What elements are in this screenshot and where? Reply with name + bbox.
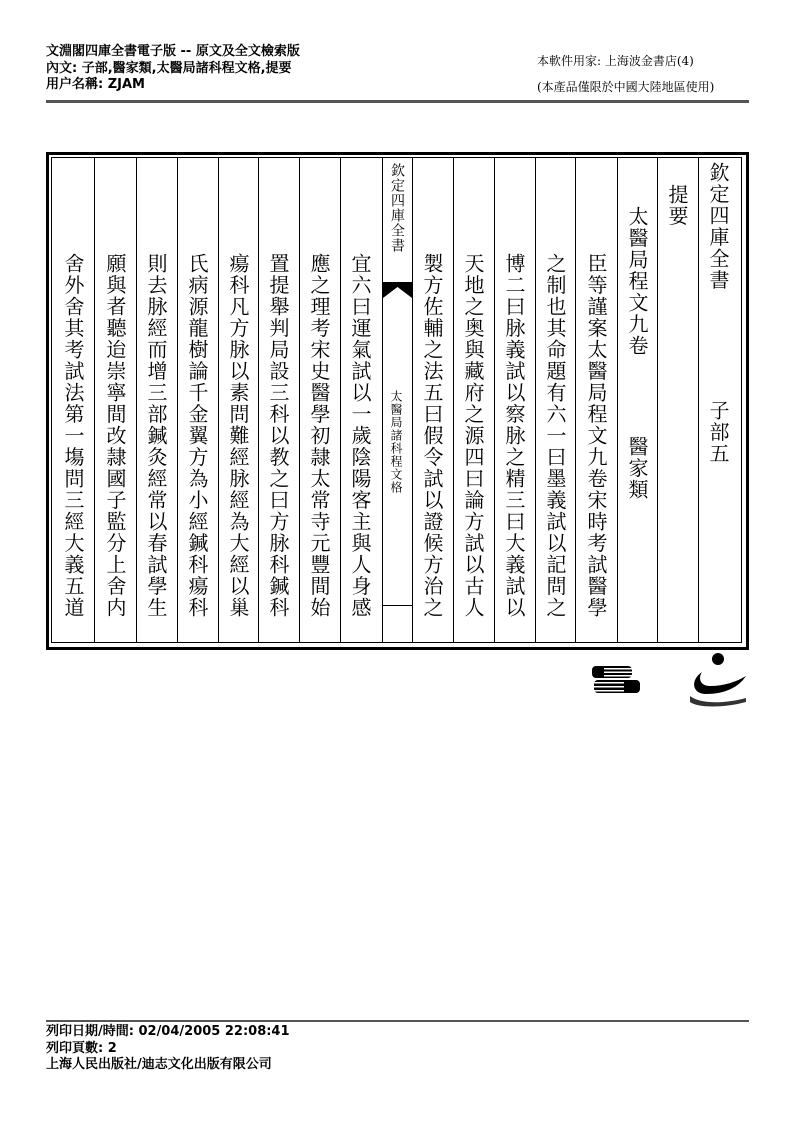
- center-strip-title: 欽定四庫全書: [389, 163, 405, 253]
- text-column: 氏病源龍樹論千金翼方為小經鍼科瘍科: [185, 253, 209, 619]
- column-divider: [453, 158, 454, 642]
- publisher-credit: 上海人民出版社/迪志文化出版有限公司: [46, 1057, 272, 1072]
- column-divider: [382, 158, 383, 642]
- category-label: 醫家類: [625, 436, 649, 501]
- text-column: 置提舉判局設三科以教之曰方脉科鍼科: [266, 253, 290, 619]
- column-divider: [575, 158, 576, 642]
- print-datetime: 列印日期/時間: 02/04/2005 22:08:41: [46, 1024, 290, 1039]
- header-username: 用户名稱: ZJAM: [46, 77, 145, 92]
- header-region-notice: (本產品僅限於中國大陸地區使用): [537, 80, 715, 94]
- book-title: 太醫局程文九卷: [625, 206, 649, 357]
- header-info: [46, 44, 300, 94]
- column-divider: [340, 158, 341, 642]
- column-divider: [136, 158, 137, 642]
- section-label: 子部五: [706, 400, 730, 465]
- header-licensee: 本軟件用家: 上海波金書店(4): [537, 54, 694, 68]
- column-divider: [698, 158, 699, 642]
- column-divider: [412, 158, 413, 642]
- text-column: 瘍科凡方脉以素問難經脉經為大經以巢: [226, 253, 250, 619]
- text-column: 天地之奥與藏府之源四曰論方試以古人: [461, 253, 485, 619]
- text-column: 舍外舍其考試法第一塲問三經大義五道: [61, 253, 85, 619]
- header-title: 文淵閣四庫全書電子版 -- 原文及全文檢索版: [46, 44, 300, 59]
- text-column: 應之理考宋史醫學初隷太常寺元豐間始: [307, 253, 331, 619]
- header-divider: [46, 100, 749, 103]
- column-divider: [258, 158, 259, 642]
- footer-info: [46, 1024, 290, 1074]
- column-divider: [94, 158, 95, 642]
- column-divider: [494, 158, 495, 642]
- column-divider: [177, 158, 178, 642]
- tiyao-heading: 提要: [665, 184, 689, 227]
- column-divider: [299, 158, 300, 642]
- text-column: 製方佐輔之法五曰假令試以證候方治之: [420, 253, 444, 619]
- text-column: 宜六曰運氣試以一歲陰陽客主與人身感: [348, 253, 372, 619]
- column-divider: [617, 158, 618, 642]
- text-column: 之制也其命題有六一曰墨義試以記問之: [543, 253, 567, 619]
- publisher-book-logo-icon: [592, 662, 652, 698]
- text-column: 願與者聽迨崇寧間改隷國子監分上舍内: [103, 253, 127, 619]
- text-column: 博二曰脉義試以察脉之精三曰大義試以: [502, 253, 526, 619]
- collection-title: 欽定四庫全書: [706, 162, 730, 291]
- center-strip-book-title: 太醫局諸科程文格: [389, 390, 403, 494]
- fishtail-mark-icon: [383, 282, 412, 298]
- footer-divider: [46, 1020, 749, 1022]
- column-divider: [535, 158, 536, 642]
- print-page-count: 列印頁數: 2: [46, 1040, 117, 1056]
- header-content-path: 內文: 子部,醫家類,太醫局諸科程文格,提要: [46, 60, 292, 76]
- column-divider: [218, 158, 219, 642]
- text-column: 臣等謹案太醫局程文九卷宋時考試醫學: [584, 253, 608, 619]
- center-strip-divider: [383, 605, 412, 606]
- column-divider: [657, 158, 658, 642]
- publisher-emblem-logo-icon: [684, 652, 750, 707]
- text-column: 則去脉經而增三部鍼灸經常以春試學生: [144, 253, 168, 619]
